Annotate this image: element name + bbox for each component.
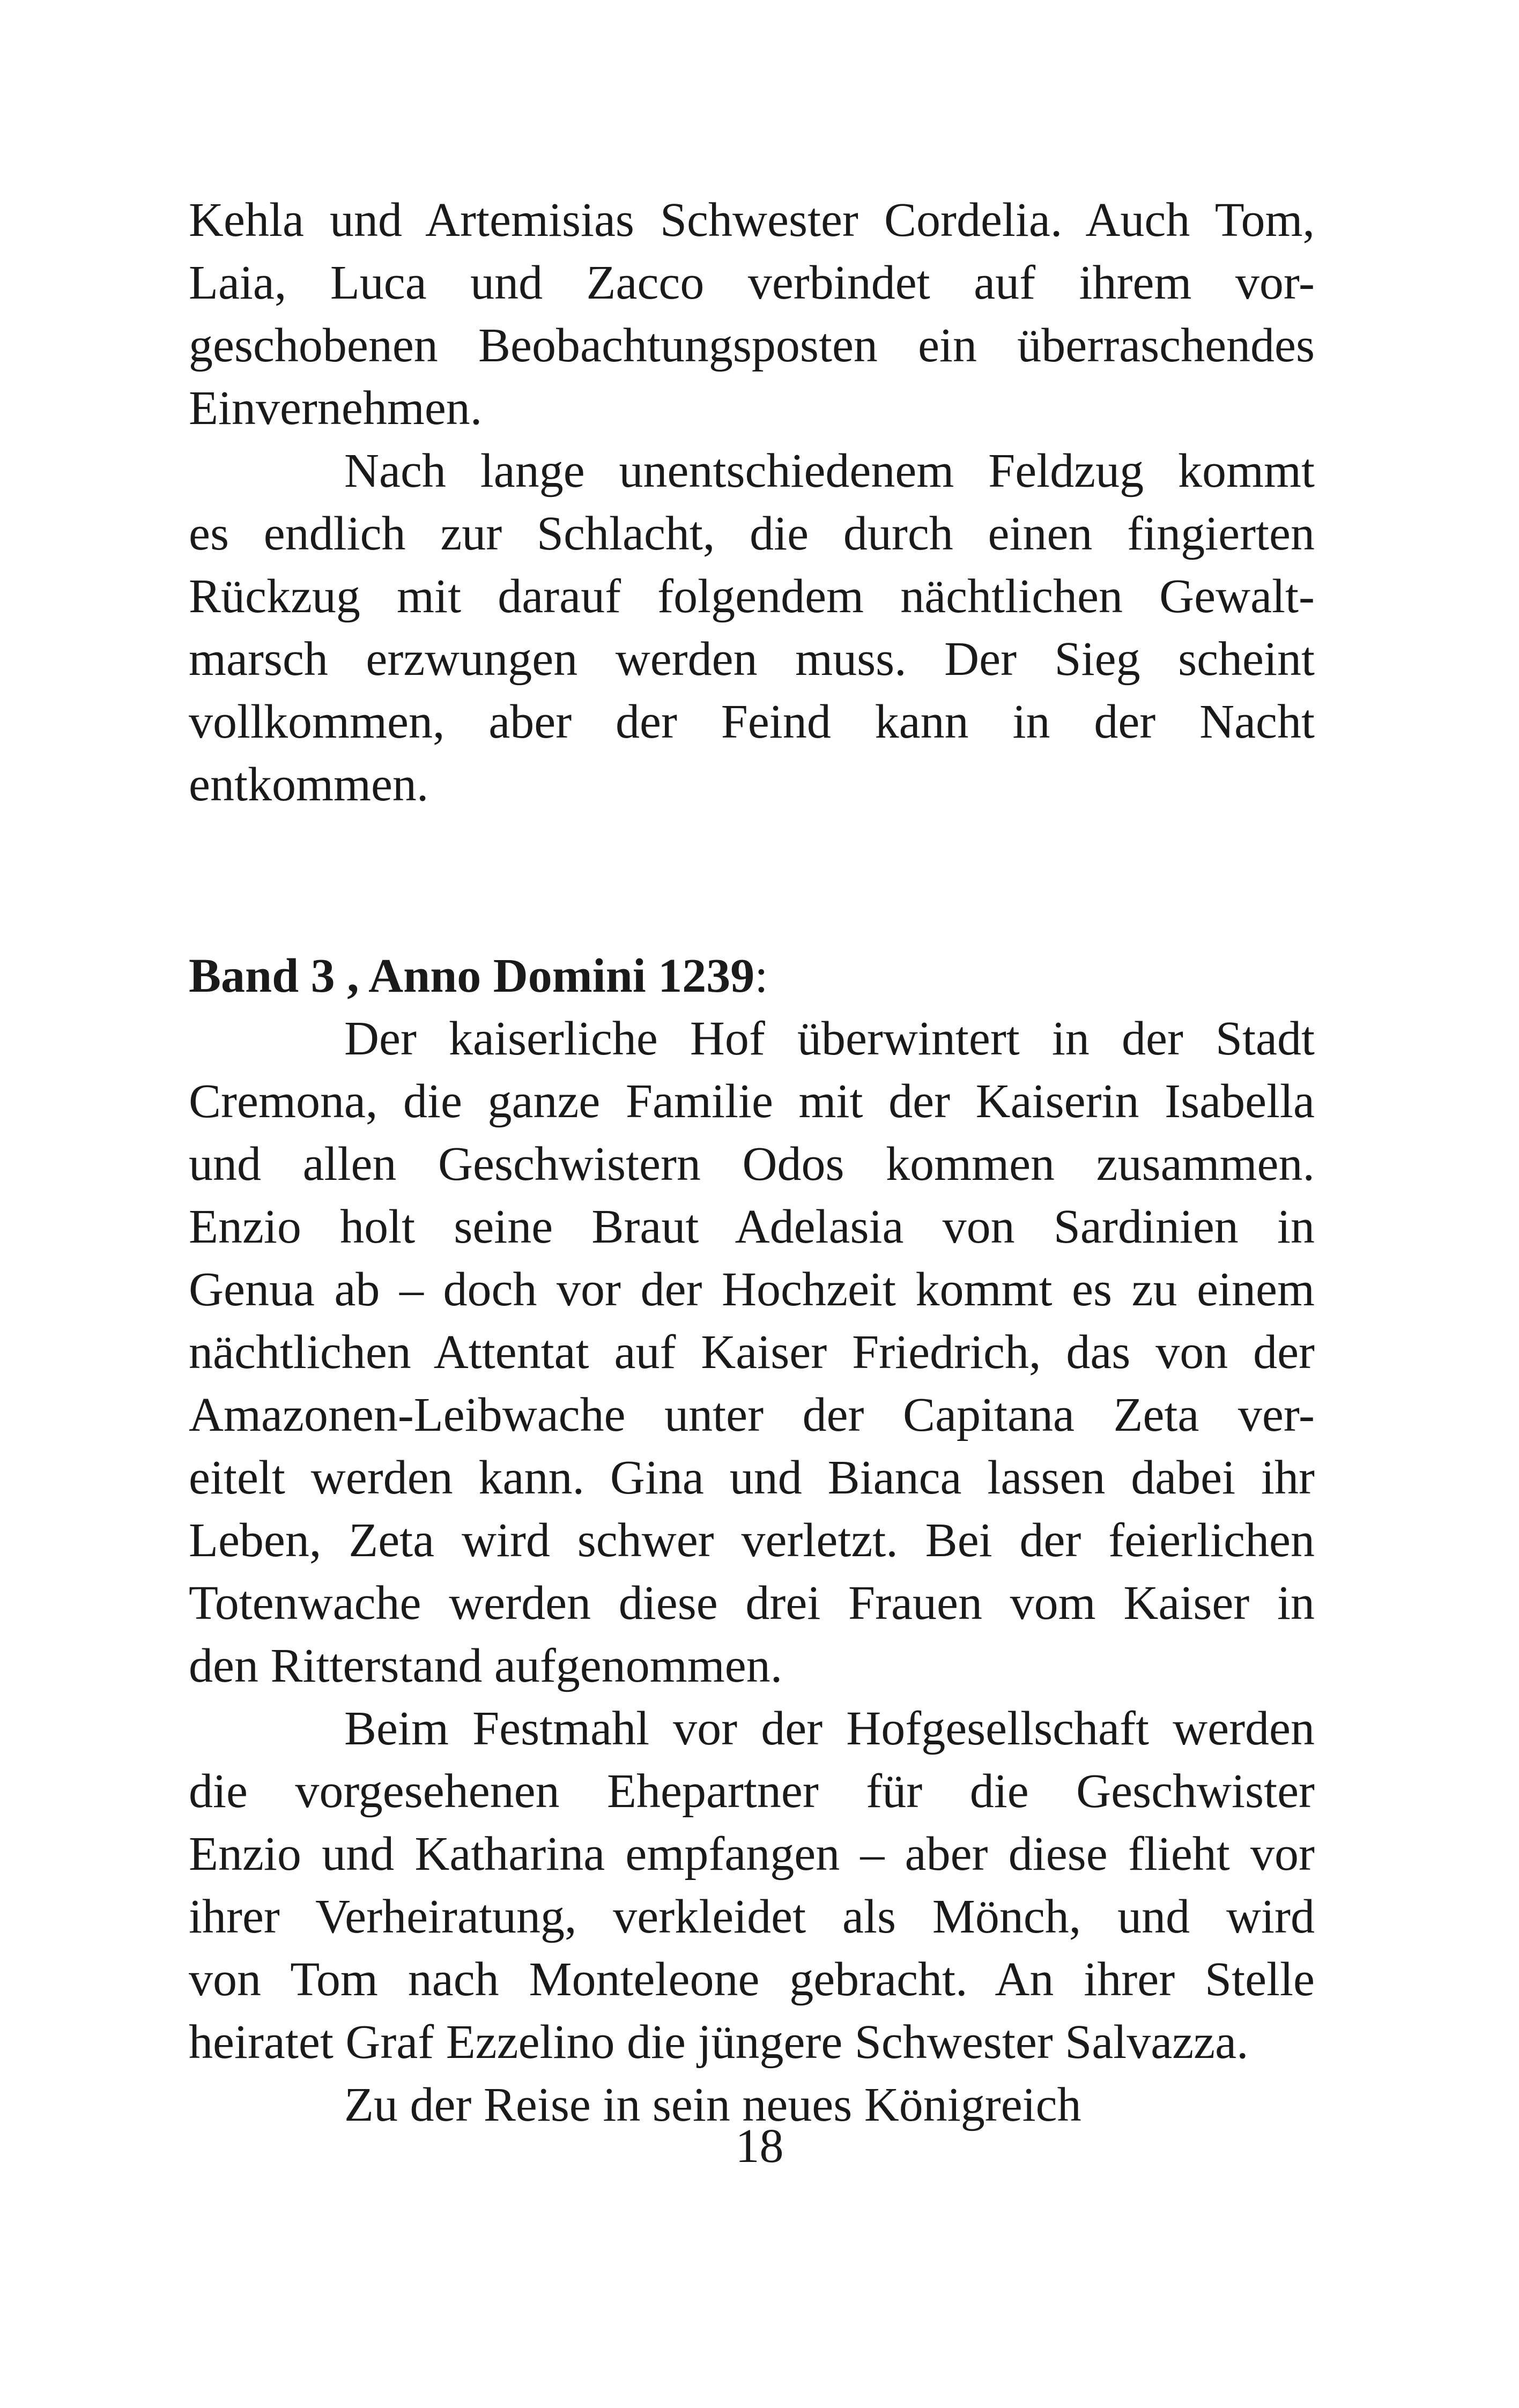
text-line: den Ritterstand aufgenommen. (189, 1639, 783, 1692)
text-line: Enzio und Katharina empfangen – aber diese flieht vor (189, 1827, 1315, 1881)
text-line: Totenwache werden diese drei Frauen vom Kaiser in (189, 1577, 1315, 1630)
text-line: die vorgesehenen Ehepartner für die Geschwister (189, 1765, 1315, 1818)
text-line: Amazonen-Leibwache unter der Capitana Zeta ver- (189, 1388, 1315, 1441)
text-line: und allen Geschwistern Odos kommen zusammen. (189, 1138, 1315, 1191)
text-line: von Tom nach Monteleone gebracht. An ihrer Stelle (189, 1953, 1315, 2006)
text-line: ihrer Verheiratung, verkleidet als Mönch, und wird (189, 1890, 1315, 1943)
text-line: Nach lange unentschiedenem Feldzug kommt (344, 444, 1315, 497)
text-line: heiratet Graf Ezzelino die jüngere Schwester Salvazza. (189, 2016, 1249, 2069)
text-line: entkommen. (189, 758, 429, 811)
paragraph (189, 1007, 1315, 1697)
page-text-top (189, 189, 1315, 816)
section-band-3 (189, 945, 1315, 2136)
text-line: es endlich zur Schlacht, die durch einen fingierten (189, 507, 1315, 560)
paragraph (189, 189, 1315, 440)
section-heading-title: Band 3 , Anno Domini 1239 (189, 949, 755, 1002)
text-line: nächtlichen Attentat auf Kaiser Friedrich, das von der (189, 1326, 1315, 1379)
text-line: Rückzug mit darauf folgendem nächtlichen Gewalt- (189, 570, 1315, 623)
text-line: Genua ab – doch vor der Hochzeit kommt es zu einem (189, 1263, 1315, 1316)
section-heading (189, 945, 1315, 1007)
text-line: Cremona, die ganze Familie mit der Kaiserin Isabella (189, 1075, 1315, 1128)
text-line: Einvernehmen. (189, 382, 483, 435)
text-line: geschobenen Beobachtungsposten ein überraschendes (189, 319, 1315, 372)
text-line: Laia, Luca und Zacco verbindet auf ihrem vor- (189, 256, 1315, 309)
paragraph (189, 1697, 1315, 2073)
page-number: 18 (735, 2120, 784, 2173)
text-line: Beim Festmahl vor der Hofgesellschaft werden (344, 1702, 1315, 1755)
text-line: Der kaiserliche Hof überwintert in der Stadt (344, 1012, 1315, 1065)
text-line: Enzio holt seine Braut Adelasia von Sardinien in (189, 1200, 1315, 1253)
text-line: vollkommen, aber der Feind kann in der Nacht (189, 695, 1315, 748)
paragraph (189, 440, 1315, 816)
text-line: eitelt werden kann. Gina und Bianca lassen dabei ihr (189, 1451, 1315, 1504)
text-line: Kehla und Artemisias Schwester Cordelia. Auch Tom, (189, 194, 1315, 247)
text-line: marsch erzwungen werden muss. Der Sieg scheint (189, 633, 1315, 686)
text-line: Leben, Zeta wird schwer verletzt. Bei der feierlichen (189, 1514, 1315, 1567)
section-heading-colon: : (754, 949, 768, 1002)
text-line: Zu der Reise in sein neues Königreich (344, 2078, 1081, 2131)
